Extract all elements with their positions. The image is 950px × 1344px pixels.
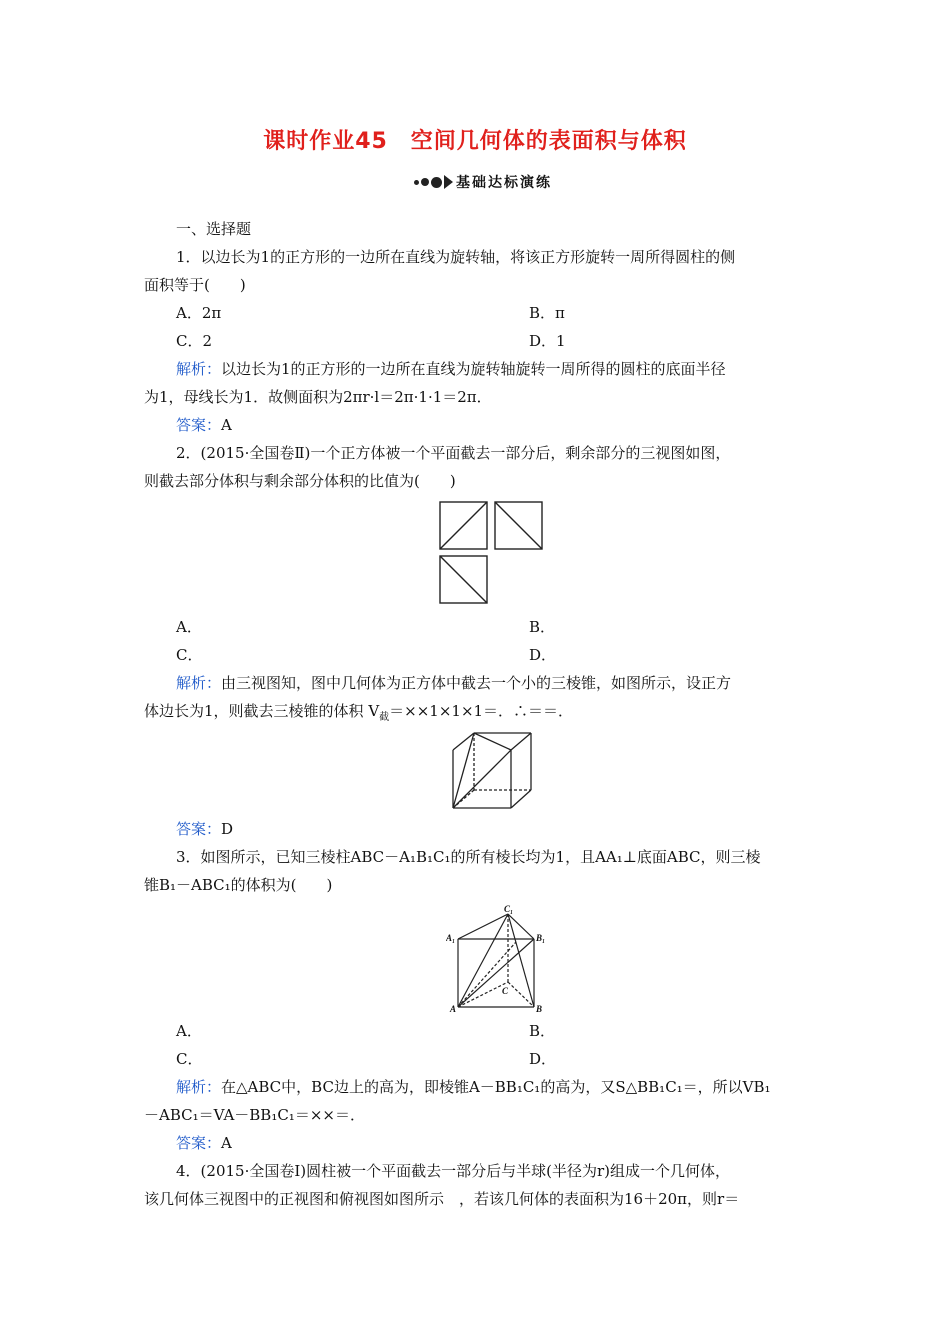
q2-stem-line2: 则截去部分体积与剩余部分体积的比值为( ) — [144, 472, 456, 490]
q2-stem-line1: 2．(2015·全国卷Ⅱ)一个正方体被一个平面截去一部分后，剩余部分的三视图如图， — [176, 444, 731, 462]
banner-label: 基础达标演练 — [456, 175, 552, 191]
q1-analysis-label: 解析： — [176, 360, 222, 378]
q1-option-d: D．1 — [529, 332, 566, 350]
q1-option-b: B．π — [529, 304, 565, 322]
q2-analysis-line2-sub: 截 — [379, 712, 390, 723]
q4-stem-line1: 4．(2015·全国卷Ⅰ)圆柱被一个平面截去一部分后与半球(半径为r)组成一个几何体， — [176, 1162, 730, 1180]
q3-stem-line1: 3．如图所示，已知三棱柱ABC－A₁B₁C₁的所有棱长均为1，且AA₁⊥底面ABC，则三棱 — [176, 848, 761, 866]
q1-analysis-line1 — [176, 359, 726, 379]
q3-label-c1: C₁ — [504, 904, 514, 914]
q1-analysis-text: 以边长为1的正方形的一边所在直线为旋转轴旋转一周所得的圆柱的底面半径 — [221, 360, 726, 378]
q1-analysis-line2: 为1，母线长为1．故侧面积为2πr·l＝2π·1·1＝2π． — [144, 388, 492, 406]
q2-option-c: C． — [176, 646, 203, 664]
q3-option-d: D． — [529, 1050, 557, 1068]
q3-analysis-label: 解析： — [176, 1078, 222, 1096]
q2-three-view-figure — [439, 501, 545, 605]
q1-stem-line1: 1．以边长为1的正方形的一边所在直线为旋转轴，将该正方形旋转一周所得圆柱的侧 — [176, 248, 736, 266]
q3-answer-label: 答案： — [176, 1134, 222, 1152]
q1-answer-value: A — [221, 416, 232, 434]
q3-label-a: A — [450, 1004, 457, 1014]
q3-label-b: B — [536, 1004, 543, 1014]
section-banner — [414, 172, 552, 192]
banner-arrow-icon — [444, 175, 453, 189]
q3-analysis-line1 — [176, 1077, 771, 1097]
q3-option-c: C． — [176, 1050, 203, 1068]
q1-answer-label: 答案： — [176, 416, 222, 434]
q3-label-a1: A₁ — [446, 933, 456, 943]
q2-cube-figure — [443, 730, 535, 810]
banner-dots-icon — [414, 177, 442, 188]
q3-option-a: A． — [176, 1022, 202, 1040]
q1-option-a: A．2π — [176, 304, 222, 322]
q2-answer-label: 答案： — [176, 820, 222, 838]
q3-option-b: B． — [529, 1022, 556, 1040]
q3-answer-value: A — [221, 1134, 232, 1152]
q2-option-d: D． — [529, 646, 557, 664]
q3-label-b1: B₁ — [536, 933, 546, 943]
q3-label-c: C — [502, 986, 509, 996]
q2-option-b: B． — [529, 618, 556, 636]
q2-option-a: A． — [176, 618, 202, 636]
q1-answer — [176, 415, 232, 435]
q2-answer-value: D — [221, 820, 234, 838]
q2-analysis-label: 解析： — [176, 674, 222, 692]
q1-stem-line2: 面积等于( ) — [144, 276, 246, 294]
q2-analysis-line1 — [176, 673, 731, 693]
q3-stem-line2: 锥B₁－ABC₁的体积为( ) — [144, 876, 333, 894]
q3-analysis-text: 在△ABC中，BC边上的高为，即棱锥A－BB₁C₁的高为，又S△BB₁C₁＝，所以VB₁ — [221, 1078, 771, 1096]
section-heading: 一、选择题 — [176, 220, 252, 238]
q2-analysis-text: 由三视图知，图中几何体为正方体中截去一个小的三棱锥，如图所示，设正方 — [221, 674, 732, 692]
q3-analysis-line2: －ABC₁＝VA－BB₁C₁＝××＝． — [144, 1106, 365, 1124]
q1-option-c: C．2 — [176, 332, 213, 350]
page-title: 课时作业45 空间几何体的表面积与体积 — [263, 129, 687, 154]
q2-answer — [176, 819, 233, 839]
q2-analysis-line2 — [144, 701, 573, 728]
q2-analysis-line2-post: ＝××1×1×1＝．∴＝＝． — [389, 702, 574, 720]
q3-prism-figure — [446, 902, 546, 1014]
q2-analysis-line2-pre: 体边长为1，则截去三棱锥的体积 V — [144, 702, 380, 720]
q3-answer — [176, 1133, 232, 1153]
q4-stem-line2: 该几何体三视图中的正视图和俯视图如图所示 ，若该几何体的表面积为16＋20π，则r＝ — [144, 1190, 740, 1208]
